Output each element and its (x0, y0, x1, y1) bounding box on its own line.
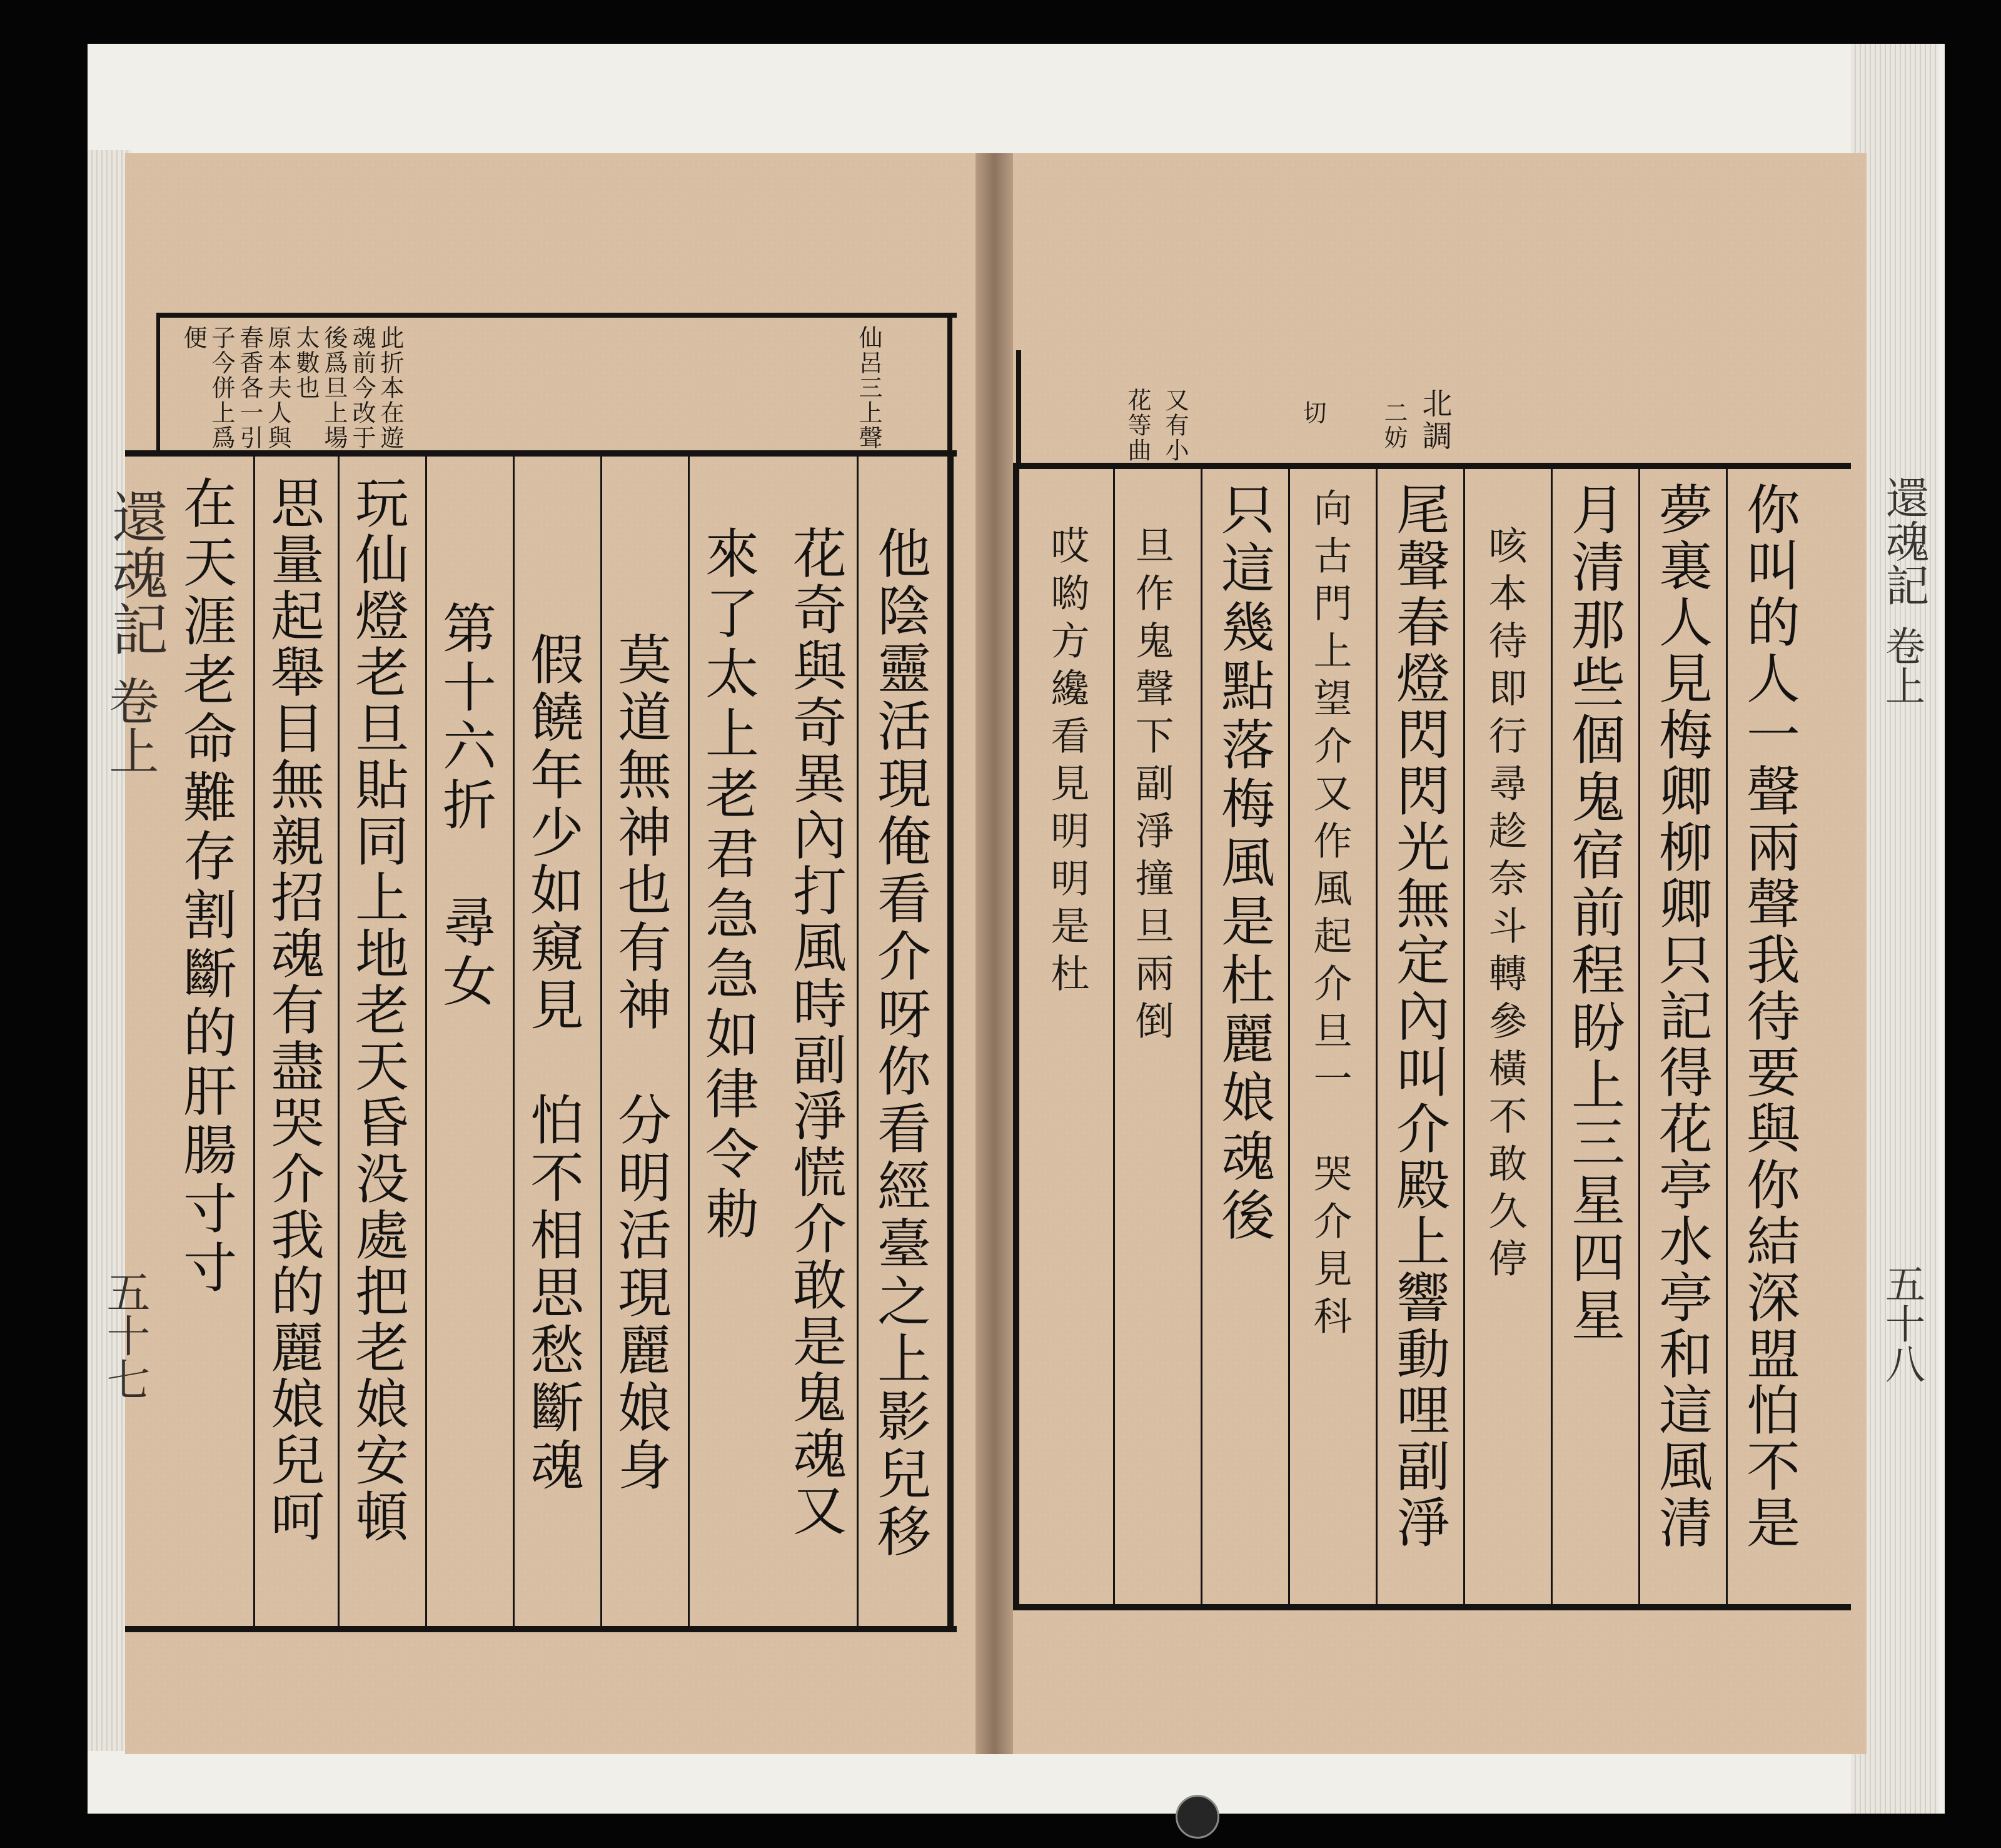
left-col-rule (600, 457, 602, 1626)
right-col-rule (1376, 469, 1378, 1604)
left-header-note: 便 (179, 325, 207, 350)
right-header-note: 又有小 (1161, 388, 1189, 463)
left-margin-title: 還魂記 (102, 488, 168, 657)
left-frame-bottom (125, 1626, 957, 1632)
right-margin-folio: 五十八 (1878, 1263, 1925, 1383)
left-text-column-3: 來了太上老君急急如律令勅 (696, 525, 759, 1246)
right-frame-bottom (1013, 1604, 1851, 1610)
right-header-bottom-rule (1013, 463, 1851, 469)
right-col-rule (1463, 469, 1465, 1604)
right-header-note: 花等曲 (1124, 388, 1151, 463)
left-header-left (156, 313, 160, 457)
right-col-rule (1201, 469, 1202, 1604)
left-header-right (947, 313, 952, 457)
right-col-rule (1113, 469, 1115, 1604)
left-text-column-5: 假饒年少如窺見 怕不相思愁斷魂 (521, 632, 583, 1495)
right-text-column-2: 夢裏人見梅卿柳卿只記得花亭水亭和這風清 (1650, 482, 1712, 1551)
right-col-rule (1288, 469, 1290, 1604)
right-text-column-8: 旦作鬼聲下副淨撞旦兩倒 (1129, 525, 1174, 1048)
left-header-note: 原本夫人與 (264, 325, 291, 450)
left-header-label: 仙呂三上聲 (855, 325, 882, 450)
right-text-column-3: 月清那些個鬼宿前程盼上三星四星 (1562, 482, 1625, 1345)
left-col-rule (338, 457, 340, 1626)
left-text-column-4: 莫道無神也有神 分明活現麗娘身 (608, 632, 671, 1495)
right-col-rule (1551, 469, 1553, 1604)
left-margin-volume: 卷上 (101, 675, 159, 775)
left-margin-folio: 五十七 (99, 1270, 151, 1401)
left-col-rule (513, 457, 515, 1626)
right-header-left (1016, 350, 1021, 469)
left-text-column-1: 他陰靈活現俺看介呀你看經臺之上影兒移 (868, 525, 930, 1561)
left-header-top-rule (156, 313, 957, 318)
spine-gutter (975, 153, 1013, 1754)
left-header-note: 太數也 (292, 325, 320, 400)
library-seal-icon (1176, 1795, 1219, 1839)
left-header-note: 子今併上爲 (208, 325, 235, 450)
right-text-column-5: 尾聲春燈閃閃光無定內叫介殿上響動哩副淨 (1387, 482, 1449, 1551)
right-col-rule (1638, 469, 1640, 1604)
right-header-note: 切 (1299, 400, 1326, 425)
right-col-rule (1726, 469, 1728, 1604)
left-header-bottom-rule (125, 450, 957, 457)
right-margin-volume: 卷上 (1878, 625, 1925, 705)
left-header-note: 魂前今改于 (348, 325, 376, 450)
left-header-note: 後爲旦上場 (320, 325, 348, 450)
left-text-column-9: 在天涯老命難存割斷的肝腸寸寸 (174, 475, 236, 1298)
left-text-column-2: 花奇與奇異內打風時副淨慌介敢是鬼魂又 (784, 525, 846, 1538)
left-frame-right (947, 450, 954, 1626)
left-col-rule (425, 457, 427, 1626)
right-text-column-4: 咳本待即行尋趁奈斗轉參橫不敢久停 (1482, 525, 1528, 1286)
right-text-column-9: 哎喲方纔看見明明是杜 (1044, 525, 1090, 1001)
left-col-rule (857, 457, 859, 1626)
right-text-column-6: 向古門上望介又作風起介旦一 哭介見科 (1307, 488, 1353, 1343)
right-frame-left (1013, 463, 1019, 1610)
right-text-column-7: 只這幾點落梅風是杜麗娘魂後 (1212, 482, 1274, 1246)
left-col-rule (253, 457, 255, 1626)
left-col-rule (688, 457, 690, 1626)
left-text-column-7: 玩仙燈老旦貼同上地老天昏没處把老娘安頓 (346, 475, 408, 1545)
right-header-note: 二妨 (1380, 400, 1408, 450)
right-text-column-1: 你叫的人一聲兩聲我待要與你結深盟怕不是 (1737, 482, 1800, 1551)
left-text-column-8: 思量起舉目無親招魂有盡哭介我的麗娘兒呵 (261, 475, 324, 1545)
act-title: 第十六折 尋女 (433, 600, 496, 1012)
right-margin-title: 還魂記 (1878, 475, 1930, 607)
left-header-note: 春香各一引 (236, 325, 263, 450)
right-header-label: 北調 (1417, 388, 1452, 453)
left-header-note: 此折本在遊 (376, 325, 404, 450)
